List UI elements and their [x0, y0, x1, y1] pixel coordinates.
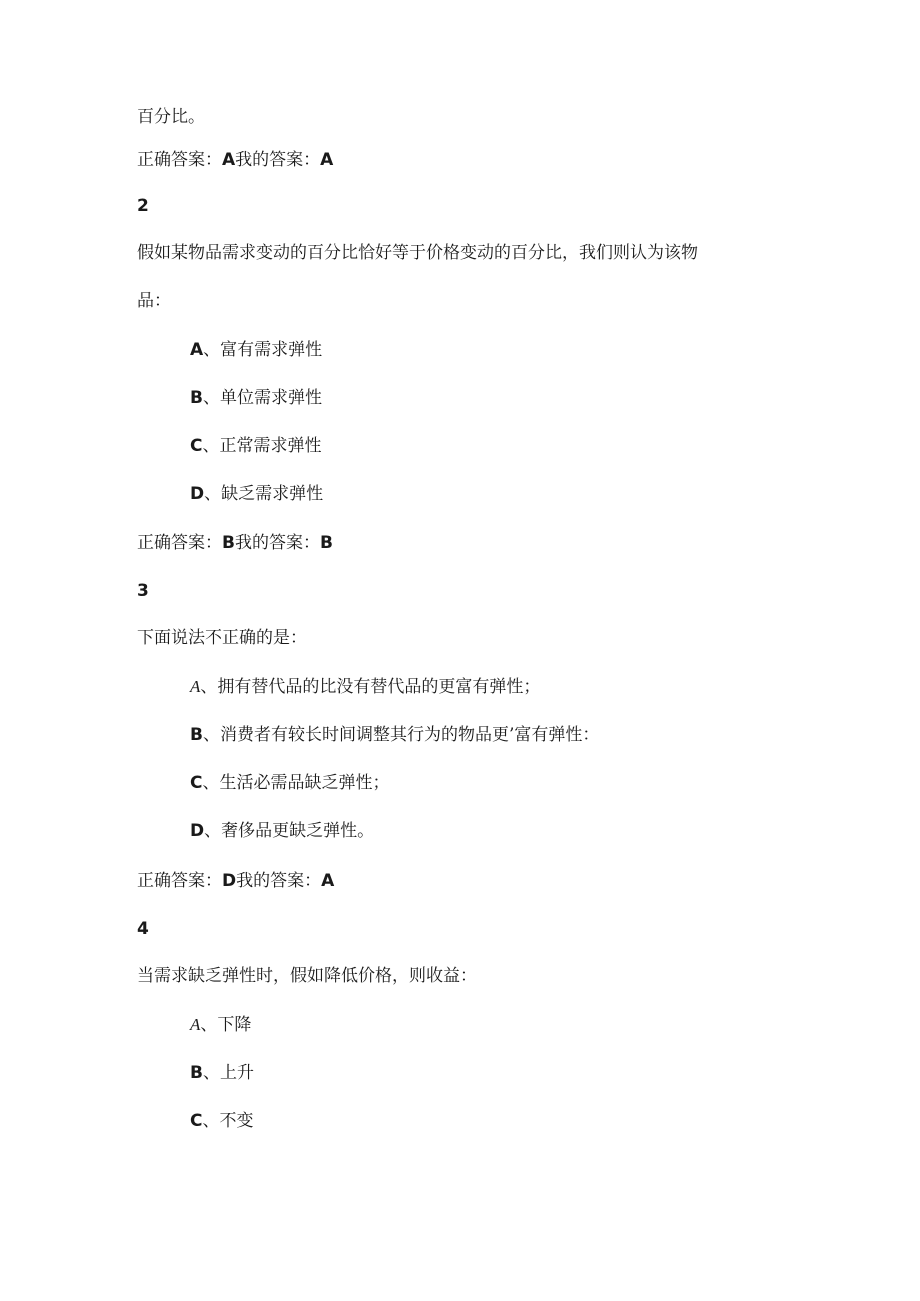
option-c: C、生活必需品缺乏弹性；: [190, 773, 390, 793]
correct-answer: A: [222, 150, 236, 170]
my-answer: A: [320, 150, 334, 170]
question-number-4: 4: [137, 919, 149, 939]
option-b: B、单位需求弹性: [190, 388, 322, 408]
question-number-2: 2: [137, 196, 149, 216]
question-text-2: 假如某物品需求变动的百分比恰好等于价格变动的百分比，我们则认为该物: [137, 243, 698, 263]
question-number-3: 3: [137, 581, 149, 601]
my-answer: A: [321, 871, 335, 891]
option-a: A、富有需求弹性: [190, 340, 323, 360]
option-d: D、奢侈品更缺乏弹性。: [190, 821, 375, 841]
option-c: C、不变: [190, 1111, 254, 1131]
correct-answer: B: [222, 533, 235, 553]
option-a: A、拥有替代品的比没有替代品的更富有弹性；: [190, 677, 541, 697]
answer-line-1: [137, 149, 333, 171]
question-text-4: 当需求缺乏弹性时，假如降低价格，则收益：: [137, 966, 477, 986]
option-d: D、缺乏需求弹性: [190, 484, 324, 504]
question-text-2-cont: 品：: [137, 291, 171, 311]
option-b: B、上升: [190, 1063, 254, 1083]
intro-text: 百分比。: [137, 107, 205, 127]
my-answer: B: [319, 533, 333, 553]
answer-prefix: 正确答案：: [137, 150, 222, 170]
correct-answer: D: [222, 871, 237, 891]
question-text-3: 下面说法不正确的是：: [137, 628, 307, 648]
answer-line-2: 正确答案：B我的答案：B: [137, 533, 333, 553]
option-c: C、正常需求弹性: [190, 436, 322, 456]
answer-line-3: 正确答案：D我的答案：A: [137, 871, 335, 891]
option-a: A、下降: [190, 1015, 252, 1035]
mine-prefix: 我的答案：: [235, 150, 321, 170]
option-b: B、消费者有较长时间调整其行为的物品更’富有弹性：: [190, 725, 600, 745]
